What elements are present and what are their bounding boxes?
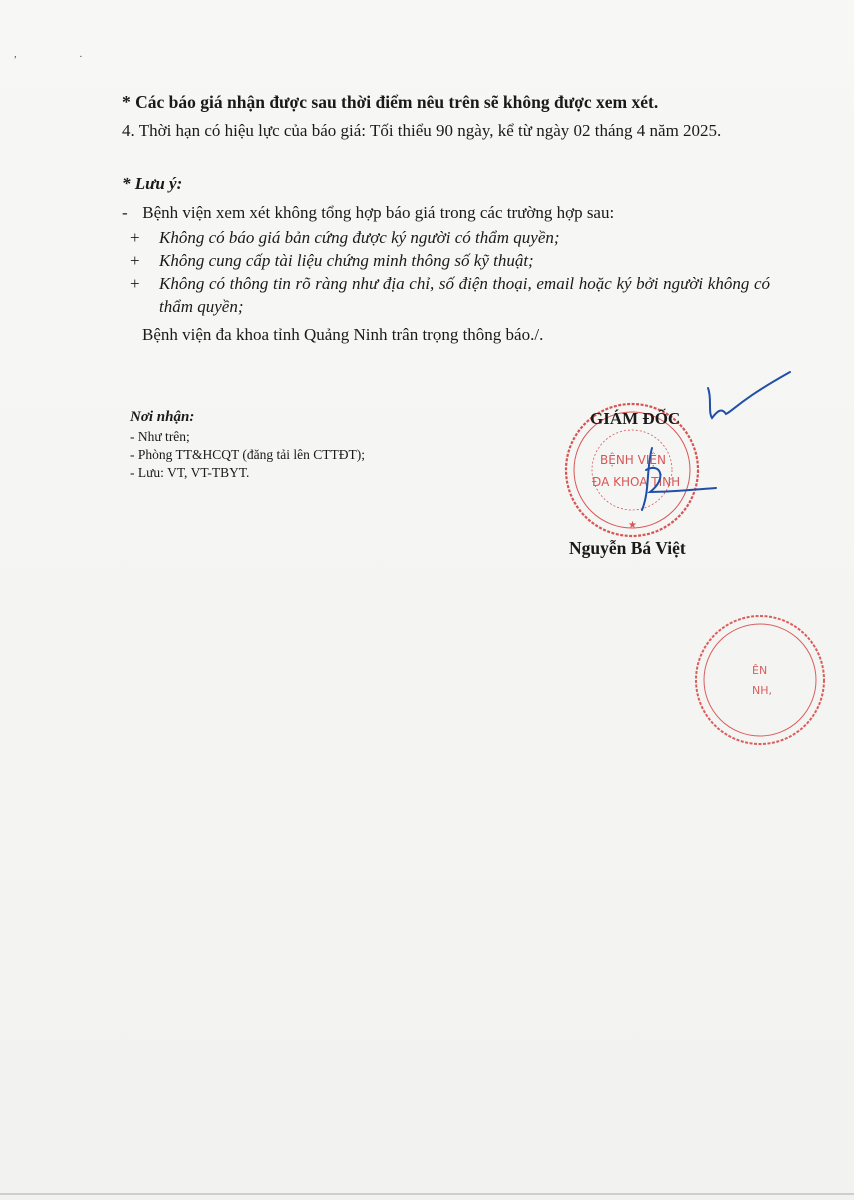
partial-seal xyxy=(696,616,824,744)
svg-text:NH,: NH, xyxy=(752,684,772,697)
note-label: * Lưu ý: xyxy=(122,174,183,193)
validity-clause: 4. Thời hạn có hiệu lực của báo giá: Tối thiểu 90 ngày, kể từ ngày 02 tháng 4 năm 2025. xyxy=(122,121,722,140)
handwritten-signature xyxy=(642,372,790,510)
scan-marks: , . xyxy=(14,48,113,60)
svg-text:★: ★ xyxy=(628,520,637,531)
recipient-item: - Như trên; xyxy=(130,429,190,444)
list-bullet: + xyxy=(130,251,140,270)
list-item-text: Không có báo giá bản cứng được ký người có thẩm quyền; xyxy=(159,228,560,247)
recipient-item: - Phòng TT&HCQT (đăng tải lên CTTĐT); xyxy=(130,447,365,462)
list-item-text: Không cung cấp tài liệu chứng minh thông số kỹ thuật; xyxy=(159,251,534,270)
late-quote-warning: * Các báo giá nhận được sau thời điểm nêu trên sẽ không được xem xét. xyxy=(122,92,659,112)
list-bullet: + xyxy=(130,228,140,247)
intro-text: Bệnh viện xem xét không tổng hợp báo giá trong các trường hợp sau: xyxy=(142,203,615,222)
svg-text:BỆNH VIỆN: BỆNH VIỆN xyxy=(600,453,666,467)
list-item-text: Không có thông tin rõ ràng như địa chỉ, số điện thoại, email hoặc ký bởi người không có thẩm quyền; xyxy=(159,274,770,316)
recipient-item: - Lưu: VT, VT-TBYT. xyxy=(130,465,250,480)
intro-dash: - xyxy=(122,203,128,222)
recipients-heading: Nơi nhận: xyxy=(130,409,195,425)
signer-title: GIÁM ĐỐC xyxy=(590,409,681,428)
list-bullet: + xyxy=(130,274,140,293)
signer-name: Nguyễn Bá Việt xyxy=(569,538,686,558)
svg-text:ÊN: ÊN xyxy=(752,664,768,677)
closing-statement: Bệnh viện đa khoa tỉnh Quảng Ninh trân trọng thông báo./. xyxy=(142,325,544,344)
svg-text:ĐA KHOA TỈNH: ĐA KHOA TỈNH xyxy=(592,475,681,489)
page-edge xyxy=(0,1193,854,1195)
